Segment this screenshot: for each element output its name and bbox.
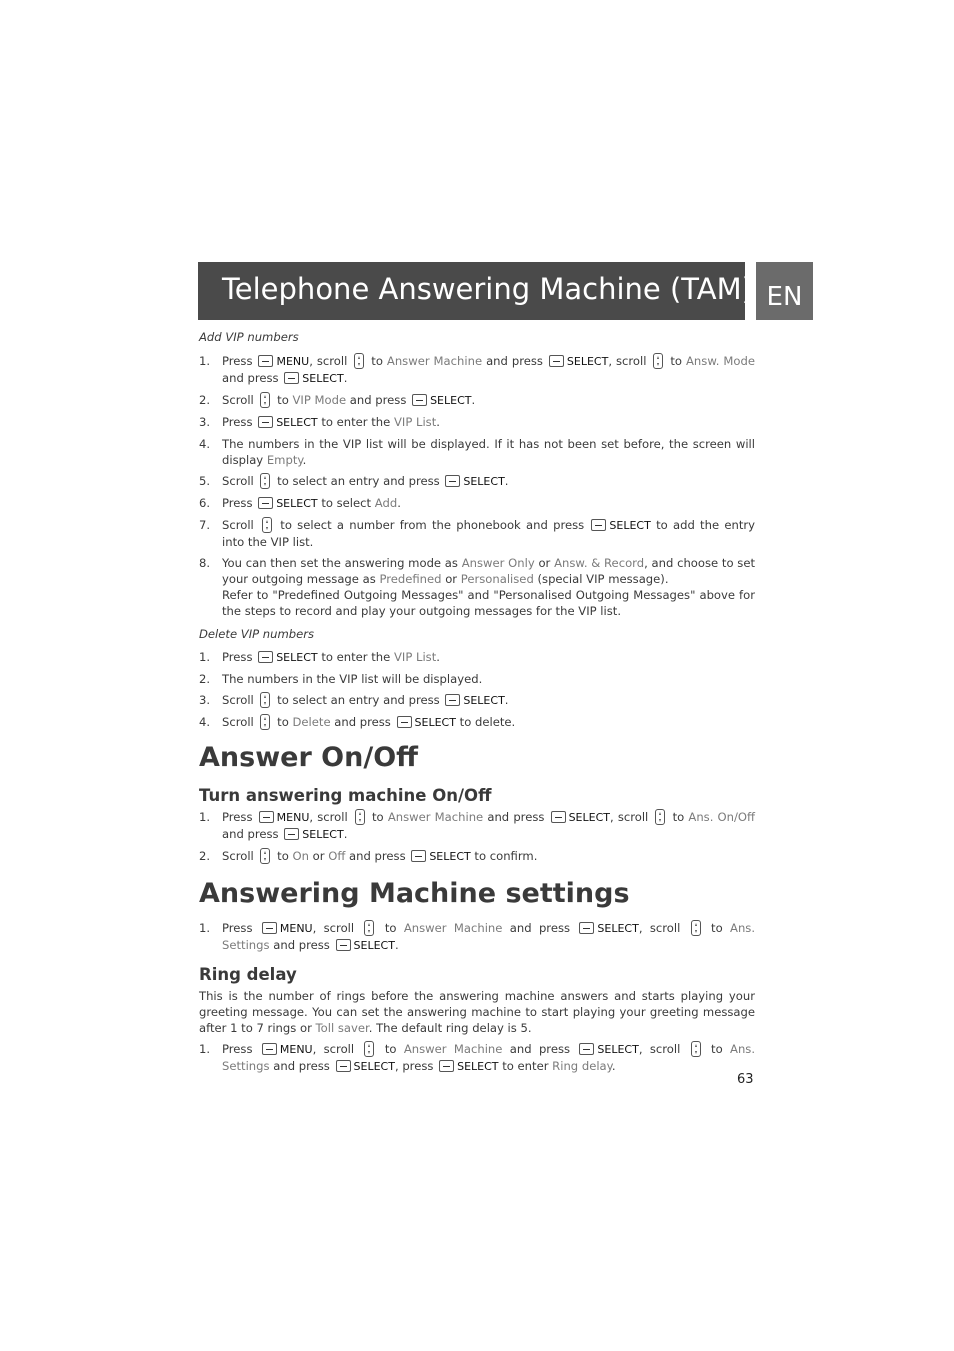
step-text: to select an entry and press <box>277 693 440 707</box>
step-text: , scroll <box>609 810 649 824</box>
step-text: . <box>504 693 509 707</box>
step-number: 3. <box>199 415 211 429</box>
step-text: and press <box>349 849 406 863</box>
step-text: to <box>371 354 383 368</box>
step-number: 1. <box>199 810 211 824</box>
key-label: SELECT <box>302 372 344 385</box>
navigation-key-icon <box>260 714 270 730</box>
step-text: . <box>504 474 509 488</box>
key-label: SELECT <box>463 475 505 488</box>
key-label: SELECT <box>414 716 456 729</box>
navigation-key-icon <box>355 809 365 825</box>
step-text: and press <box>273 938 330 952</box>
step-text: . <box>302 453 307 467</box>
step-text: , scroll <box>309 354 348 368</box>
key-label: SELECT <box>276 651 318 664</box>
list-item <box>199 517 755 550</box>
softkey-icon <box>336 1060 351 1072</box>
menu-term: On <box>292 849 309 863</box>
step-text: to <box>277 393 289 407</box>
softkey-icon <box>439 1060 454 1072</box>
section-title-answer-onoff: Answer On/Off <box>199 742 419 773</box>
step-text: to <box>711 921 723 935</box>
softkey-icon <box>579 1043 594 1055</box>
step-text: and press <box>486 354 543 368</box>
step-text: to <box>384 1042 397 1056</box>
menu-term: Ans. Settings <box>222 1042 756 1073</box>
navigation-key-icon <box>260 692 270 708</box>
menu-term: VIP List <box>393 650 437 664</box>
step-text: to enter the <box>321 415 391 429</box>
list-item <box>199 473 755 490</box>
step-text: (special VIP message). <box>537 572 669 586</box>
step-text: and press <box>509 1042 571 1056</box>
step-text: to <box>672 810 685 824</box>
key-label: SELECT <box>276 497 318 510</box>
menu-term: Off <box>328 849 346 863</box>
step-text: . <box>343 827 348 841</box>
list-item <box>199 495 755 512</box>
list-item <box>199 920 755 954</box>
step-text: , and choose to set your outgoing message as <box>222 556 756 586</box>
add-vip-steps <box>199 353 755 619</box>
key-label: SELECT <box>302 828 344 841</box>
softkey-icon <box>591 519 606 531</box>
step-text: to <box>670 354 683 368</box>
subheading-add-vip: Add VIP numbers <box>199 330 299 344</box>
step-text: or <box>312 849 325 863</box>
list-item <box>199 649 755 666</box>
step-text: . <box>611 1059 616 1073</box>
step-text: . <box>394 938 399 952</box>
menu-term: Ans. Settings <box>222 921 756 952</box>
key-label: MENU <box>276 355 310 368</box>
softkey-icon <box>258 355 273 367</box>
key-label: SELECT <box>568 811 610 824</box>
softkey-icon <box>284 372 299 384</box>
language-tab: EN <box>756 262 813 320</box>
navigation-key-icon <box>691 1041 701 1057</box>
step-text: and press <box>487 810 545 824</box>
navigation-key-icon <box>653 353 663 369</box>
subsection-title-ring-delay: Ring delay <box>199 965 297 984</box>
list-item <box>199 436 755 468</box>
menu-term: Answer Only <box>461 556 535 570</box>
navigation-key-icon <box>364 920 374 936</box>
softkey-icon <box>284 828 299 840</box>
step-text: . <box>397 496 401 510</box>
softkey-icon <box>262 1043 277 1055</box>
navigation-key-icon <box>262 517 272 533</box>
subheading-delete-vip: Delete VIP numbers <box>199 627 315 641</box>
navigation-key-icon <box>260 473 270 489</box>
step-text: and press <box>349 393 407 407</box>
menu-term: Toll saver <box>315 1021 369 1035</box>
key-label: SELECT <box>457 1060 499 1073</box>
menu-term: Empty <box>266 453 303 467</box>
ring-delay-description <box>199 988 755 1036</box>
step-text: Scroll <box>222 393 254 407</box>
step-number: 5. <box>199 474 211 488</box>
softkey-icon <box>258 416 273 428</box>
step-text: to <box>711 1042 723 1056</box>
list-item <box>199 848 755 865</box>
key-label: SELECT <box>609 519 651 532</box>
step-text: , scroll <box>638 1042 681 1056</box>
step-text: Press <box>222 1042 253 1056</box>
menu-term: Answer Machine <box>386 354 483 368</box>
softkey-icon <box>259 811 274 823</box>
menu-term: Answer Machine <box>403 1042 503 1056</box>
step-text: to enter <box>502 1059 549 1073</box>
step-number: 1. <box>199 354 211 368</box>
step-number: 4. <box>199 437 211 451</box>
step-text: to select an entry and press <box>277 474 440 488</box>
menu-term: Ans. On/Off <box>688 810 756 824</box>
menu-term: VIP List <box>393 415 437 429</box>
step-text: , scroll <box>309 810 348 824</box>
page-number: 63 <box>737 1072 754 1087</box>
chapter-banner <box>198 262 753 320</box>
list-item <box>199 392 755 409</box>
step-number: 4. <box>199 715 211 729</box>
key-label: MENU <box>279 1043 313 1056</box>
key-label: SELECT <box>430 394 472 407</box>
step-text: Scroll <box>222 849 254 863</box>
key-label: SELECT <box>463 694 505 707</box>
step-text: , scroll <box>312 1042 355 1056</box>
key-label: SELECT <box>566 355 609 368</box>
softkey-icon <box>549 355 564 367</box>
menu-term: Personalised <box>460 572 534 586</box>
chapter-title: Telephone Answering Machine (TAM) <box>222 272 753 306</box>
navigation-key-icon <box>691 920 701 936</box>
softkey-icon <box>412 394 427 406</box>
step-text: to <box>384 921 397 935</box>
step-number: 2. <box>199 849 211 863</box>
step-number: 6. <box>199 496 211 510</box>
softkey-icon <box>336 939 351 951</box>
step-text: to <box>277 849 289 863</box>
menu-term: Answer Machine <box>387 810 484 824</box>
step-text: The numbers in the VIP list will be displayed. If it has not been set before, the screen will display <box>222 437 755 467</box>
step-number: 3. <box>199 693 211 707</box>
key-label: MENU <box>279 922 313 935</box>
step-number: 1. <box>199 1042 211 1056</box>
settings-steps <box>199 920 755 954</box>
step-text: and press <box>334 715 391 729</box>
list-item <box>199 714 755 731</box>
step-number: 7. <box>199 518 211 532</box>
step-text: to enter the <box>321 650 391 664</box>
navigation-key-icon <box>364 1041 374 1057</box>
list-item <box>199 671 755 687</box>
menu-term: Ring delay <box>552 1059 612 1073</box>
navigation-key-icon <box>260 848 270 864</box>
step-text: , scroll <box>638 921 681 935</box>
paragraph-text: . The default ring delay is 5. <box>368 1021 532 1035</box>
list-item <box>199 692 755 709</box>
step-text: . <box>436 650 440 664</box>
step-text: to select a number from the phonebook and press <box>280 518 585 532</box>
step-text: to select <box>321 496 372 510</box>
softkey-icon <box>258 651 273 663</box>
menu-term: Answ. & Record <box>554 556 645 570</box>
answer-onoff-steps <box>199 809 755 865</box>
key-label: SELECT <box>597 922 639 935</box>
step-text: Scroll <box>222 715 254 729</box>
step-text: You can then set the answering mode as <box>222 556 458 570</box>
step-text: . <box>343 371 348 385</box>
key-label: SELECT <box>429 850 471 863</box>
list-item <box>199 414 755 431</box>
menu-term: Answer Machine <box>403 921 503 935</box>
step-text: , scroll <box>312 921 355 935</box>
step-text: to delete. <box>459 715 516 729</box>
step-text: or <box>445 572 458 586</box>
step-text: to add the entry into the VIP list. <box>222 518 755 549</box>
list-item <box>199 809 755 843</box>
key-label: SELECT <box>276 416 318 429</box>
list-item <box>199 1041 755 1075</box>
step-text: Scroll <box>222 693 254 707</box>
page-content <box>199 329 755 1075</box>
step-text: to confirm. <box>474 849 538 863</box>
softkey-icon <box>445 694 460 706</box>
step-text: or <box>538 556 551 570</box>
step-text: Scroll <box>222 474 254 488</box>
step-text: . <box>436 415 440 429</box>
step-text: The numbers in the VIP list will be displayed. <box>222 672 483 686</box>
subsection-title-turn-onoff: Turn answering machine On/Off <box>199 786 492 805</box>
softkey-icon <box>551 811 566 823</box>
step-text: , press <box>394 1059 434 1073</box>
step-text: . <box>471 393 476 407</box>
step-text: and press <box>273 1059 330 1073</box>
step-text: , scroll <box>608 354 647 368</box>
step-text: to <box>277 715 289 729</box>
section-title-settings: Answering Machine settings <box>199 878 630 909</box>
step-text: Press <box>222 496 253 510</box>
softkey-icon <box>262 922 277 934</box>
delete-vip-steps <box>199 649 755 731</box>
step-text: and press <box>222 827 279 841</box>
key-label: SELECT <box>353 939 395 952</box>
navigation-key-icon <box>354 353 364 369</box>
softkey-icon <box>258 497 273 509</box>
paragraph-text: This is the number of rings before the answering machine answers and starts playing your greeting message. You can set the answering machine to start playing your greeting message after 1 to 7 rings or <box>199 989 755 1035</box>
menu-term: VIP Mode <box>292 393 347 407</box>
step-text: Press <box>222 354 253 368</box>
step-text: Press <box>222 650 253 664</box>
step-text: Scroll <box>222 518 254 532</box>
list-item <box>199 555 755 619</box>
softkey-icon <box>411 850 426 862</box>
key-label: MENU <box>276 811 310 824</box>
menu-term: Add <box>374 496 398 510</box>
step-text: and press <box>222 371 279 385</box>
softkey-icon <box>579 922 594 934</box>
navigation-key-icon <box>655 809 665 825</box>
step-number: 1. <box>199 650 211 664</box>
step-text: Press <box>222 921 253 935</box>
step-number: 8. <box>199 556 211 570</box>
softkey-icon <box>397 716 412 728</box>
step-number: 2. <box>199 393 211 407</box>
navigation-key-icon <box>260 392 270 408</box>
step-text: and press <box>509 921 571 935</box>
menu-term: Answ. Mode <box>686 354 755 368</box>
menu-term: Predefined <box>379 572 442 586</box>
step-text: Press <box>222 415 253 429</box>
step-text: Press <box>222 810 253 824</box>
key-label: SELECT <box>597 1043 639 1056</box>
step-number: 1. <box>199 921 211 935</box>
key-label: SELECT <box>353 1060 395 1073</box>
step-number: 2. <box>199 672 211 686</box>
list-item <box>199 353 755 387</box>
menu-term: Delete <box>292 715 331 729</box>
step-text: to <box>372 810 384 824</box>
softkey-icon <box>445 475 460 487</box>
step-text: Refer to "Predefined Outgoing Messages" and "Personalised Outgoing Messages" above for the steps to record and play your outgoing messages for the VIP list. <box>222 588 755 618</box>
ring-delay-steps <box>199 1041 755 1075</box>
